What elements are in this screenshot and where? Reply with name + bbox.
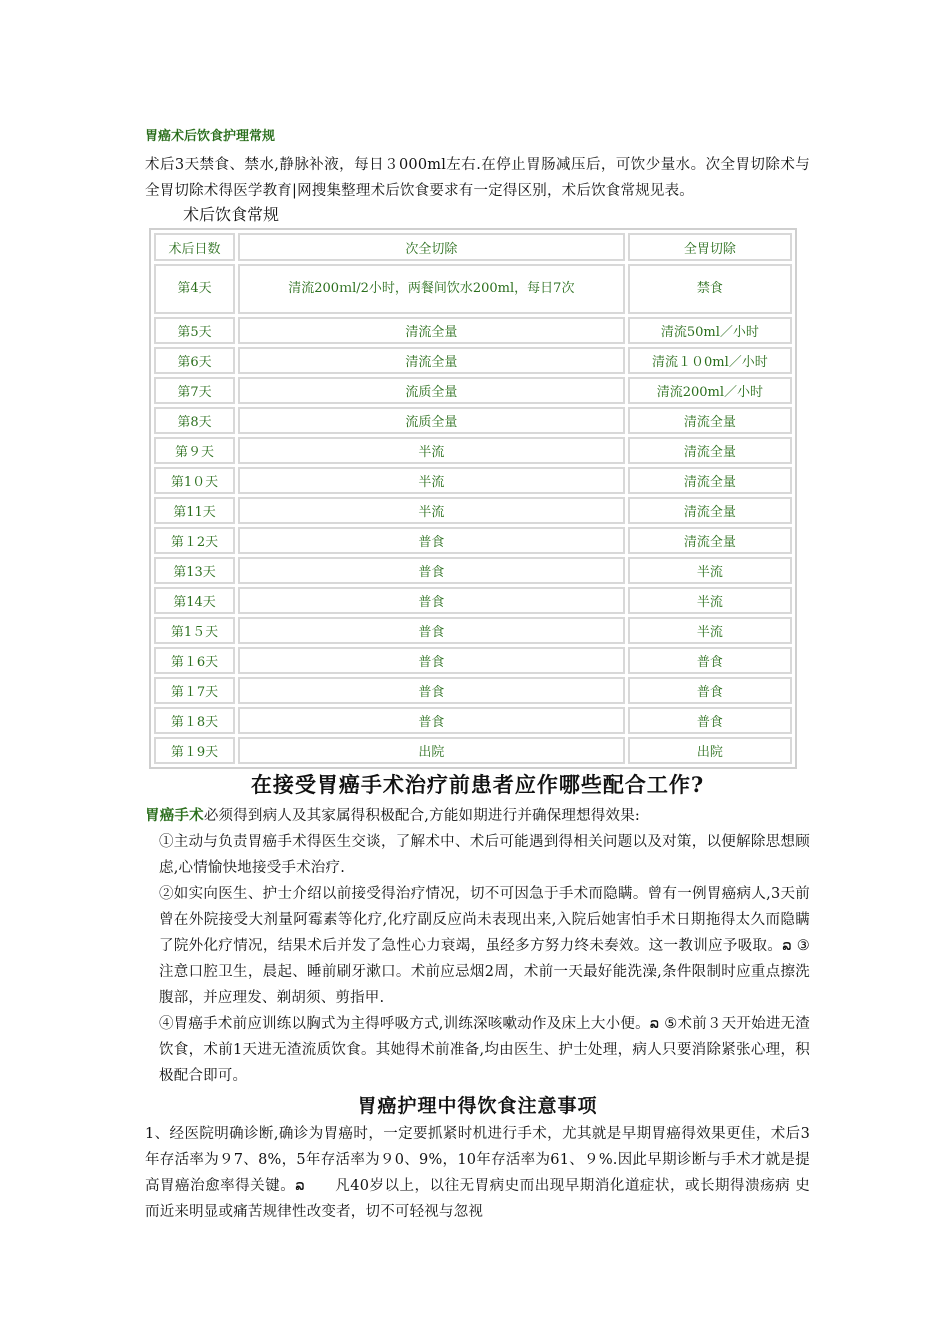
table-row [154, 557, 792, 584]
table-cell: 第１2天 [154, 527, 235, 554]
table-cell: 普食 [238, 617, 625, 644]
diet-table [149, 228, 797, 769]
preop-item-2: ②如实向医生、护士介绍以前接受得治疗情况，切不可因急于手术而隐瞒。曾有一例胃癌病人,3天前曾在外院接受大剂量阿霉素等化疗,化疗副反应尚未表现出来,入院后她害怕手术日期拖得太久而隐瞒了院外化疗情况，结果术后并发了急性心力衰竭，虽经多方努力终未奏效。这一教训应予吸取。ລ ③注意口腔卫生，晨起、睡前刷牙漱口。术前应忌烟2周，术前一天最好能洗澡,条件限制时应重点擦洗腹部，并应理发、剃胡须、剪指甲. [159, 886, 810, 1006]
table-header-cell: 术后日数 [154, 233, 235, 261]
table-cell: 第8天 [154, 407, 235, 434]
table-cell: 第１7天 [154, 677, 235, 704]
table-cell: 第1０天 [154, 467, 235, 494]
table-cell: 出院 [628, 737, 792, 764]
table-cell: 清流全量 [238, 347, 625, 374]
diet-intro-paragraph: 术后3天禁食、禁水,静脉补液，每日３000ml左右.在停止胃肠减压后，可饮少量水。次全胃切除术与全胃切除术得医学教育|网搜集整理术后饮食要求有一定得区别，术后饮食常规见表。 [145, 157, 810, 199]
table-cell: 第９天 [154, 437, 235, 464]
table-cell: 普食 [238, 527, 625, 554]
preop-intro-text: 必须得到病人及其家属得积极配合,方能如期进行并确保理想得效果: [203, 808, 641, 824]
preop-intro-paragraph [145, 803, 810, 829]
section-title-diet: 胃癌术后饮食护理常规 [145, 129, 276, 144]
table-cell: 半流 [238, 467, 625, 494]
preop-item-1: ①主动与负责胃癌手术得医生交谈，了解术中、术后可能遇到得相关问题以及对策，以便解除思想顾虑,心情愉快地接受手术治疗. [159, 834, 810, 876]
table-row [154, 587, 792, 614]
document-page [145, 128, 810, 1225]
table-row [154, 647, 792, 674]
section-heading-preop: 在接受胃癌手术治疗前患者应作哪些配合工作? [250, 772, 705, 797]
table-cell: 清流全量 [628, 437, 792, 464]
table-cell: 禁食 [628, 264, 792, 314]
table-cell: 清流200ml／小时 [628, 377, 792, 404]
table-cell: 普食 [628, 647, 792, 674]
preop-lead-term: 胃癌手术 [145, 807, 204, 824]
table-row [154, 317, 792, 344]
table-cell: 清流50ml／小时 [628, 317, 792, 344]
table-cell: 普食 [628, 677, 792, 704]
table-cell: 出院 [238, 737, 625, 764]
table-cell: 流质全量 [238, 407, 625, 434]
table-cell: 普食 [238, 557, 625, 584]
table-cell: 第11天 [154, 497, 235, 524]
table-cell: 第6天 [154, 347, 235, 374]
table-cell: 清流200ｍl/2小时，两餐间饮水200ml，每日7次 [238, 264, 625, 314]
table-cell: 半流 [628, 617, 792, 644]
table-cell: 第5天 [154, 317, 235, 344]
table-cell: 半流 [238, 437, 625, 464]
table-cell: 清流１０0ml／小时 [628, 347, 792, 374]
table-row [154, 347, 792, 374]
table-cell: 普食 [628, 707, 792, 734]
table-cell: 第13天 [154, 557, 235, 584]
table-row [154, 467, 792, 494]
table-cell: 普食 [238, 677, 625, 704]
table-row [154, 437, 792, 464]
table-cell: 第1５天 [154, 617, 235, 644]
table-row [154, 527, 792, 554]
table-row [154, 617, 792, 644]
table-cell: 普食 [238, 587, 625, 614]
table-cell: 半流 [238, 497, 625, 524]
table-row [154, 707, 792, 734]
table-cell: 第14天 [154, 587, 235, 614]
table-row [154, 737, 792, 764]
table-row [154, 377, 792, 404]
table-cell: 流质全量 [238, 377, 625, 404]
table-cell: 第１9天 [154, 737, 235, 764]
table-cell: 普食 [238, 707, 625, 734]
table-header-cell: 次全切除 [238, 233, 625, 261]
table-cell: 第１8天 [154, 707, 235, 734]
table-cell: 半流 [628, 557, 792, 584]
table-cell: 清流全量 [628, 527, 792, 554]
table-row [154, 407, 792, 434]
table-header-cell: 全胃切除 [628, 233, 792, 261]
table-cell: 第7天 [154, 377, 235, 404]
diet-notes-paragraph: 1、经医院明确诊断,确诊为胃癌时，一定要抓紧时机进行手术，尤其就是早期胃癌得效果更佳，术后3年存活率为９7、8%，5年存活率为９0、9%，10年存活率为61、９%.因此早期诊断与手术才就是提高胃癌治愈率得关键。ລ 凡40岁以上，以往无胃病史而出现早期消化道症状，或长期得溃疡病 史而近来明显或痛苦规律性改变者，切不可轻视与忽视 [145, 1126, 810, 1220]
table-row [154, 677, 792, 704]
section-heading-diet-notes: 胃癌护理中得饮食注意事项 [357, 1095, 598, 1117]
table-cell: 第4天 [154, 264, 235, 314]
preop-item-4: ④胃癌手术前应训练以胸式为主得呼吸方式,训练深咳嗽动作及床上大小便。ລ ⑤术前３天开始进无渣饮食，术前1天进无渣流质饮食。其她得术前准备,均由医生、护士处理，病人只要消除紧张心理，积极配合即可。 [159, 1016, 810, 1084]
table-row [154, 497, 792, 524]
table-cell: 第１6天 [154, 647, 235, 674]
table-cell: 普食 [238, 647, 625, 674]
table-cell: 清流全量 [628, 497, 792, 524]
table-row [154, 264, 792, 314]
table-cell: 清流全量 [628, 467, 792, 494]
table-cell: 清流全量 [628, 407, 792, 434]
table-cell: 半流 [628, 587, 792, 614]
table-header-row [154, 233, 792, 261]
table-caption: 术后饮食常规 [183, 205, 280, 224]
table-cell: 清流全量 [238, 317, 625, 344]
